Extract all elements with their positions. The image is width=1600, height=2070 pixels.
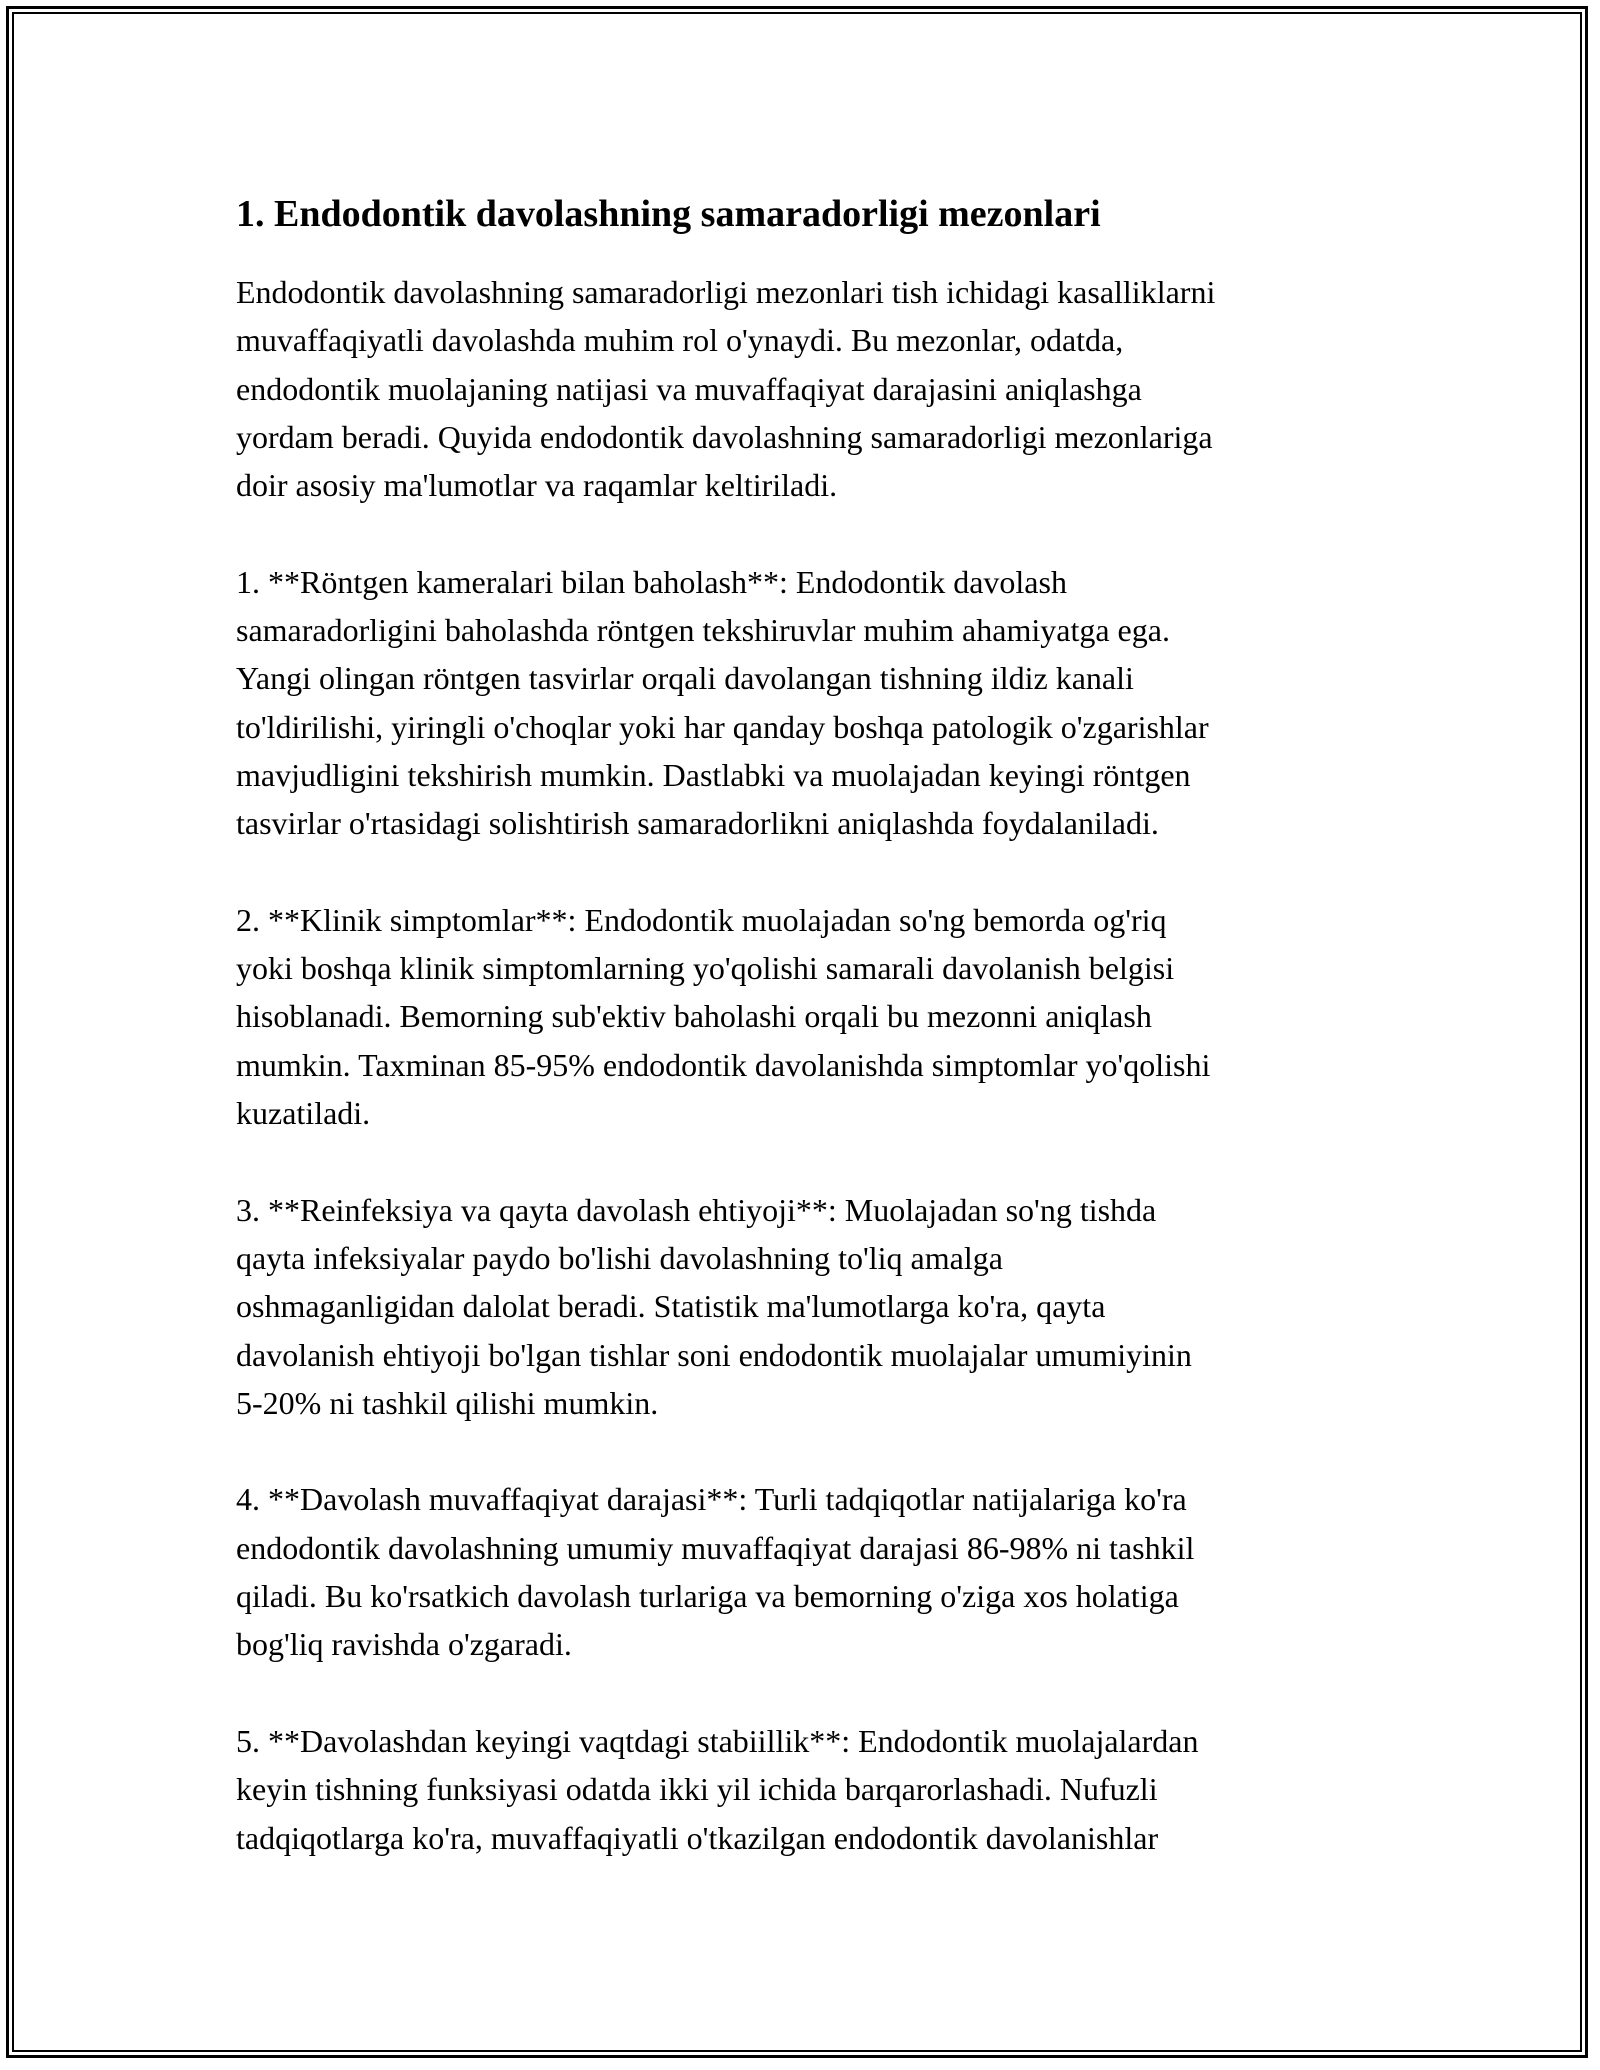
document-body: Endodontik davolashning samaradorligi mezonlari tish ichidagi kasalliklarni muvaffaqiyatli davolashda muhim rol o'ynaydi. Bu mezonlar, odatda, endodontik muolajaning natijasi va muvaffaqiyat darajasini aniqlashga yordam beradi. Quyida endodontik davolashning samaradorligi mezonlariga doir asosiy ma'lumotlar va raqamlar keltiriladi. 1. **Röntgen kameralari bilan baholash**: Endodontik davolash samaradorligini baholashda röntgen tekshiruvlar muhim ahamiyatga ega. Yangi olingan röntgen tasvirlar orqali davolangan tishning ildiz kanali to'ldirilishi, yiringli o'choqlar yoki har qanday boshqa patologik o'zgarishlar mavjudligini tekshirish mumkin. Dastlabki va muolajadan keyingi röntgen tasvirlar o'rtasidagi solishtirish samaradorlikni aniqlashda foydalaniladi. 2. **Klinik simptomlar**: Endodontik muolajadan so'ng bemorda og'riq yoki boshqa klinik simptomlarning yo'qolishi samarali davolanish belgisi hisoblanadi. Bemorning sub'ektiv baholashi orqali bu mezonni aniqlash mumkin. Taxminan 85-95% endodontik davolanishda simptomlar yo'qolishi kuzatiladi. 3. **Reinfeksiya va qayta davolash ehtiyoji**: Muolajadan so'ng tishda qayta infeksiyalar paydo bo'lishi davolashning to'liq amalga oshmaganligidan dalolat beradi. Statistik ma'lumotlarga ko'ra, qayta davolanish ehtiyoji bo'lgan tishlar soni endodontik muolajalar umumiyinin 5-20% ni tashkil qilishi mumkin. 4. **Davolash muvaffaqiyat darajasi**: Turli tadqiqotlar natijalariga ko'ra endodontik davolashning umumiy muvaffaqiyat darajasi 86-98% ni tashkil qiladi. Bu ko'rsatkich davolash turlariga va bemorning o'ziga xos holatiga bog'liq ravishda o'zgaradi. 5. **Davolashdan keyingi vaqtdagi stabiillik**: Endodontik muolajalardan keyin tishning funksiyasi odatda ikki yil ichida barqarorlashadi. Nufuzli tadqiqotlarga ko'ra, muvaffaqiyatli o'tkazilgan endodontik davolanishlar [236, 274, 1216, 1856]
document-content [236, 186, 1386, 1862]
document-title: 1. Endodontik davolashning samaradorligi mezonlari [236, 193, 1101, 235]
